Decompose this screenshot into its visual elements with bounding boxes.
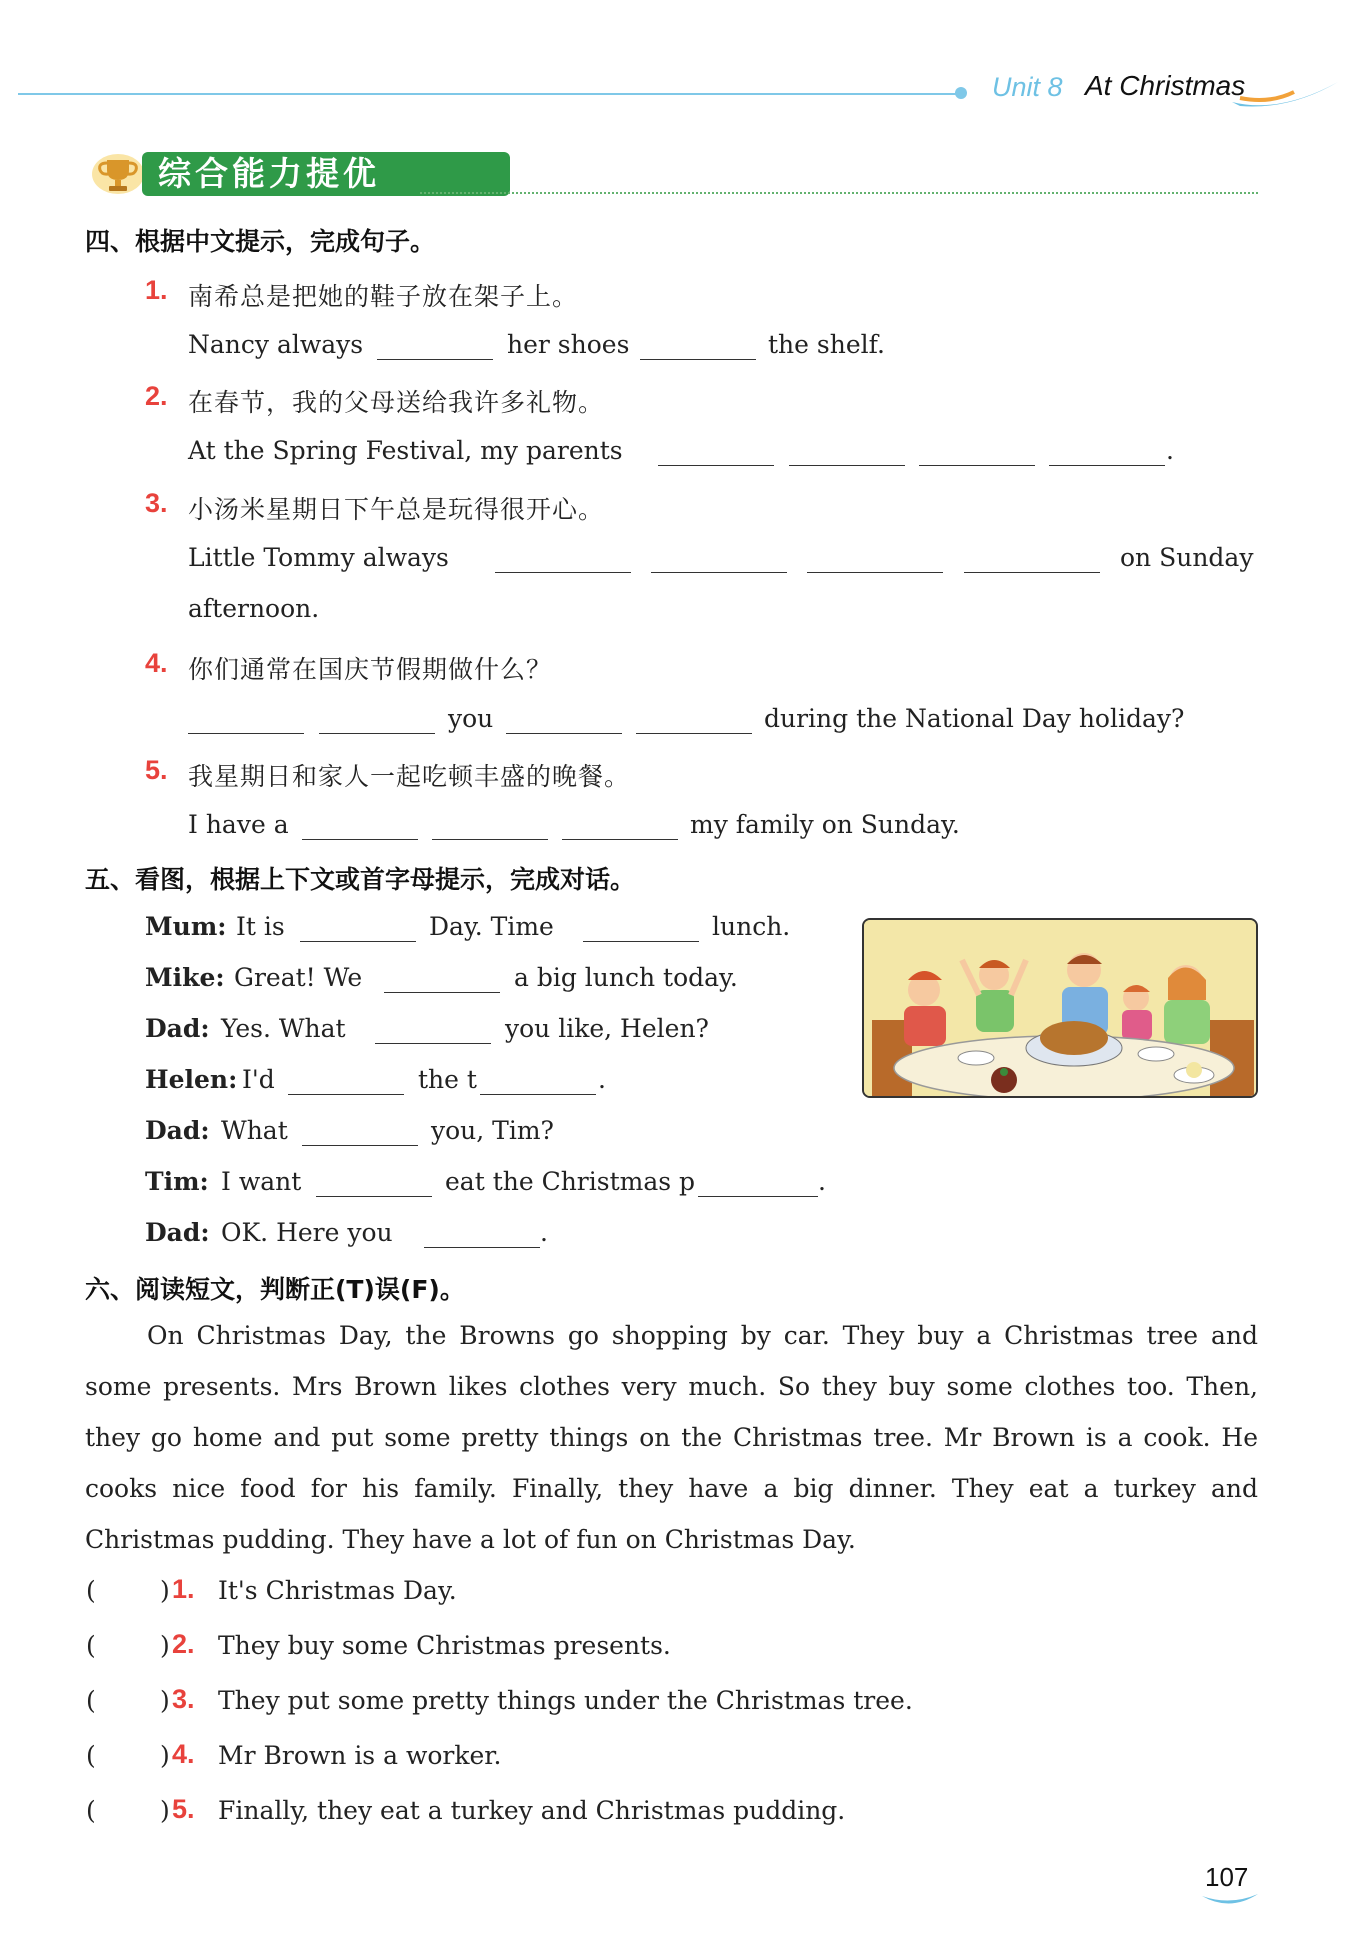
page-swoosh-icon	[1200, 1890, 1260, 1910]
item-number: 4.	[172, 1739, 195, 1769]
answer-slot[interactable]	[100, 1820, 158, 1822]
answer-paren-open: (	[86, 1631, 96, 1660]
answer-blank[interactable]	[300, 940, 416, 942]
answer-paren-close: )	[160, 1631, 170, 1660]
passage-text: On Christmas Day, the Browns go shopping by car. They buy a Christmas tree and some presents. Mrs Brown likes clothes very much. So they buy some clothes too. Then, they go home and put some pretty things on the Christmas tree. Mr Brown is a cook. He cooks nice food for his family. Finally, they have a big dinner. They eat a turkey and Christmas pudding. They have a lot of fun on Christmas Day.	[85, 1321, 1258, 1554]
answer-blank[interactable]	[789, 464, 905, 466]
answer-slot[interactable]	[100, 1655, 158, 1657]
dialogue-text: lunch.	[712, 912, 791, 941]
statement-text: Finally, they eat a turkey and Christmas pudding.	[218, 1796, 846, 1825]
item-number: 1.	[145, 275, 168, 305]
answer-blank[interactable]	[302, 838, 418, 840]
item-number: 2.	[172, 1629, 195, 1659]
answer-blank[interactable]	[188, 732, 304, 734]
item-chinese: 你们通常在国庆节假期做什么？	[188, 655, 553, 684]
item-number: 3.	[172, 1684, 195, 1714]
answer-paren-open: (	[86, 1741, 96, 1770]
answer-blank[interactable]	[698, 1195, 818, 1197]
item-english: during the National Day holiday?	[764, 704, 1185, 733]
header-unit: Unit 8	[992, 72, 1063, 102]
item-english: Little Tommy always	[188, 543, 449, 572]
dialogue-text: It is	[236, 912, 285, 941]
answer-blank[interactable]	[495, 571, 631, 573]
dialogue-text: .	[818, 1167, 826, 1196]
christmas-dinner-illustration	[862, 918, 1258, 1098]
answer-blank[interactable]	[919, 464, 1035, 466]
answer-blank[interactable]	[562, 838, 678, 840]
header-dot	[955, 87, 967, 99]
answer-slot[interactable]	[100, 1765, 158, 1767]
speaker: Dad:	[145, 1218, 210, 1247]
answer-paren-close: )	[160, 1686, 170, 1715]
family-dinner-icon	[864, 920, 1258, 1098]
item-chinese: 我星期日和家人一起吃顿丰盛的晚餐。	[188, 762, 631, 791]
header-title: At Christmas	[1085, 70, 1246, 101]
answer-blank[interactable]	[302, 1144, 418, 1146]
dialogue-text: eat the Christmas p	[445, 1167, 696, 1196]
page-number: 107	[1205, 1862, 1249, 1892]
item-chinese: 小汤米星期日下午总是玩得很开心。	[188, 495, 605, 524]
answer-blank[interactable]	[432, 838, 548, 840]
banner-label: 综合能力提优	[142, 152, 510, 196]
answer-slot[interactable]	[100, 1600, 158, 1602]
answer-paren-open: (	[86, 1686, 96, 1715]
answer-blank[interactable]	[651, 571, 787, 573]
speaker: Dad:	[145, 1014, 210, 1043]
answer-blank[interactable]	[583, 940, 699, 942]
header-rule	[18, 93, 958, 95]
answer-blank[interactable]	[964, 571, 1100, 573]
dialogue-text: I'd	[242, 1065, 275, 1094]
answer-blank[interactable]	[288, 1093, 404, 1095]
speaker: Mike:	[145, 963, 225, 992]
dialogue-text: Day. Time	[429, 912, 554, 941]
item-number: 2.	[145, 381, 168, 411]
statement-text: Mr Brown is a worker.	[218, 1741, 502, 1770]
answer-paren-close: )	[160, 1741, 170, 1770]
item-english: you	[448, 704, 494, 733]
answer-blank[interactable]	[319, 732, 435, 734]
dialogue-line	[145, 963, 225, 992]
answer-blank[interactable]	[658, 464, 774, 466]
speaker: Tim:	[145, 1167, 209, 1196]
answer-blank[interactable]	[807, 571, 943, 573]
speaker: Dad:	[145, 1116, 210, 1145]
dialogue-text: I want	[221, 1167, 302, 1196]
answer-paren-close: )	[160, 1576, 170, 1605]
speaker: Helen:	[145, 1065, 238, 1094]
dialogue-line	[145, 912, 227, 941]
answer-blank[interactable]	[384, 991, 500, 993]
item-english: on Sunday	[1120, 543, 1254, 572]
answer-paren-close: )	[160, 1796, 170, 1825]
item-english: the shelf.	[768, 330, 885, 359]
item-number: 5.	[145, 755, 168, 785]
item-number: 4.	[145, 648, 168, 678]
item-english: At the Spring Festival, my parents	[188, 436, 623, 465]
answer-blank[interactable]	[480, 1093, 596, 1095]
answer-paren-open: (	[86, 1796, 96, 1825]
section-4-title: 四、根据中文提示，完成句子。	[85, 227, 436, 256]
answer-blank[interactable]	[506, 732, 622, 734]
statement-text: They put some pretty things under the Christmas tree.	[218, 1686, 913, 1715]
dialogue-text: you, Tim?	[431, 1116, 554, 1145]
dialogue-text: Yes. What	[221, 1014, 346, 1043]
answer-blank[interactable]	[1049, 464, 1165, 466]
speaker: Mum:	[145, 912, 227, 941]
dialogue-text: a big lunch today.	[514, 963, 738, 992]
statement-text: It's Christmas Day.	[218, 1576, 457, 1605]
banner-dotted-rule	[420, 192, 1258, 194]
swoosh-icon	[1230, 80, 1340, 120]
answer-blank[interactable]	[316, 1195, 432, 1197]
section-5-title: 五、看图，根据上下文或首字母提示，完成对话。	[85, 865, 636, 894]
section-6-title: 六、阅读短文，判断正(T)误(F)。	[85, 1275, 465, 1304]
dialogue-text: .	[598, 1065, 606, 1094]
dialogue-text: What	[221, 1116, 288, 1145]
dialogue-text: Great! We	[234, 963, 363, 992]
answer-slot[interactable]	[100, 1710, 158, 1712]
item-english: my family on Sunday.	[690, 810, 960, 839]
item-english: afternoon.	[188, 594, 320, 623]
dialogue-text: OK. Here you	[221, 1218, 393, 1247]
answer-blank[interactable]	[377, 358, 493, 360]
answer-blank[interactable]	[375, 1042, 491, 1044]
dialogue-line	[145, 1167, 209, 1196]
statement-text: They buy some Christmas presents.	[218, 1631, 671, 1660]
dialogue-line	[145, 1218, 210, 1247]
dialogue-text: .	[540, 1218, 548, 1247]
dialogue-line	[145, 1065, 237, 1094]
reading-passage	[85, 1310, 1258, 1565]
item-chinese: 在春节，我的父母送给我许多礼物。	[188, 388, 605, 417]
dialogue-text: the t	[418, 1065, 477, 1094]
item-english: her shoes	[507, 330, 630, 359]
trophy-icon	[90, 152, 146, 196]
dialogue-line	[145, 1116, 210, 1145]
item-english: I have a	[188, 810, 289, 839]
answer-blank[interactable]	[424, 1246, 540, 1248]
dialogue-line	[145, 1014, 210, 1043]
answer-blank[interactable]	[640, 358, 756, 360]
item-number: 3.	[145, 488, 168, 518]
item-english: Nancy always	[188, 330, 364, 359]
dialogue-text: you like, Helen?	[505, 1014, 709, 1043]
item-chinese: 南希总是把她的鞋子放在架子上。	[188, 282, 579, 311]
item-number: 1.	[172, 1574, 195, 1604]
answer-paren-open: (	[86, 1576, 96, 1605]
answer-blank[interactable]	[636, 732, 752, 734]
item-number: 5.	[172, 1794, 195, 1824]
item-english: .	[1166, 436, 1174, 465]
